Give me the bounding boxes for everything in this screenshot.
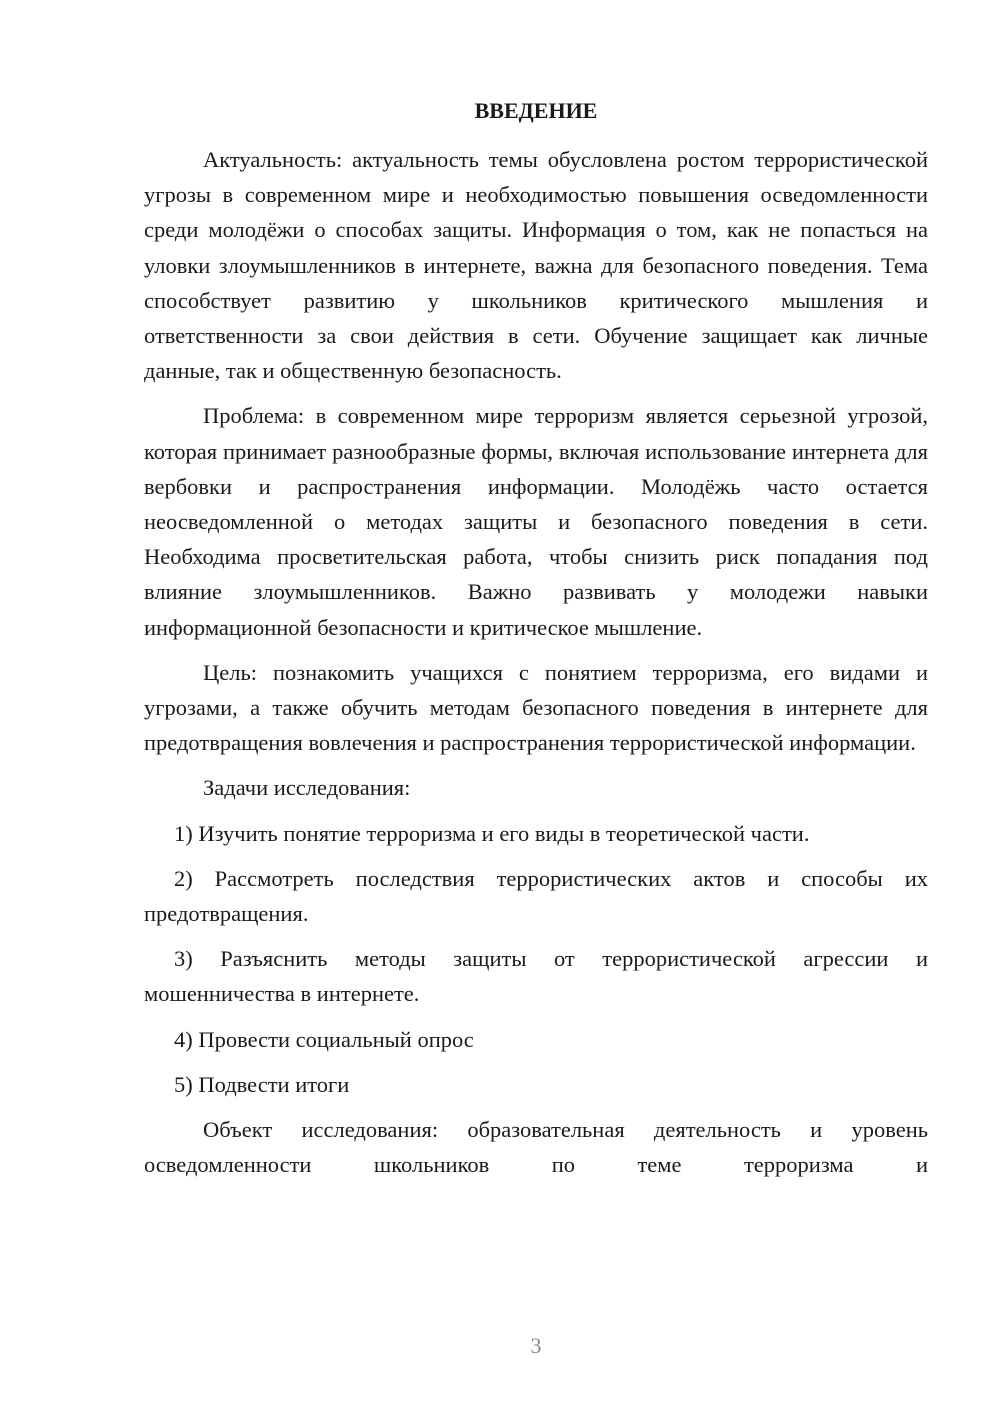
paragraph-relevance: Актуальность: актуальность темы обусловлена ростом террористической угрозы в современном мире и необходимостью повышения осведомленности среди молодёжи о способах защиты. Информация о том, как не попасться на уловки злоумышленников в интернете, важна для безопасного поведения. Тема способствует развитию у школьников критического мышления и ответственности за свои действия в сети. Обучение защищает как личные данные, так и общественную безопасность. bbox=[144, 147, 928, 384]
list-item-task-3: 3) Разъяснить методы защиты от террористической агрессии и мошенничества в интернете. bbox=[144, 946, 928, 1007]
list-item-task-1: 1) Изучить понятие терроризма и его виды в теоретической части. bbox=[174, 820, 810, 846]
list-item-task-2: 2) Рассмотреть последствия террористических актов и способы их предотвращения. bbox=[144, 865, 928, 927]
page-title: ВВЕДЕНИЕ bbox=[474, 98, 598, 123]
page-number: 3 bbox=[530, 1333, 542, 1358]
paragraph-goal: Цель: познакомить учащихся с понятием терроризма, его видами и угрозами, а также обучить методам безопасного поведения в интернете для предотвращения вовлечения и распространения террористической информации. bbox=[144, 659, 928, 756]
list-item-task-4: 4) Провести социальный опрос bbox=[174, 1026, 474, 1052]
document-body bbox=[144, 142, 928, 1192]
paragraph-object: Объект исследования: образовательная деятельность и уровень осведомленности школьников по теме терроризма и bbox=[144, 1117, 928, 1178]
paragraph-problem: Проблема: в современном мире терроризм является серьезной угрозой, которая принимает разнообразные формы, включая использование интернета для вербовки и распространения информации. Молодёжь часто остается неосведомленной о методах защиты и безопасного поведения в сети. Необходима просветительская работа, чтобы снизить риск попадания под влияние злоумышленников. Важно развивать у молодежи навыки информационной безопасности и критическое мышление. bbox=[144, 403, 928, 640]
list-item-task-5: 5) Подвести итоги bbox=[174, 1071, 350, 1097]
paragraph-tasks-heading: Задачи исследования: bbox=[203, 775, 411, 801]
